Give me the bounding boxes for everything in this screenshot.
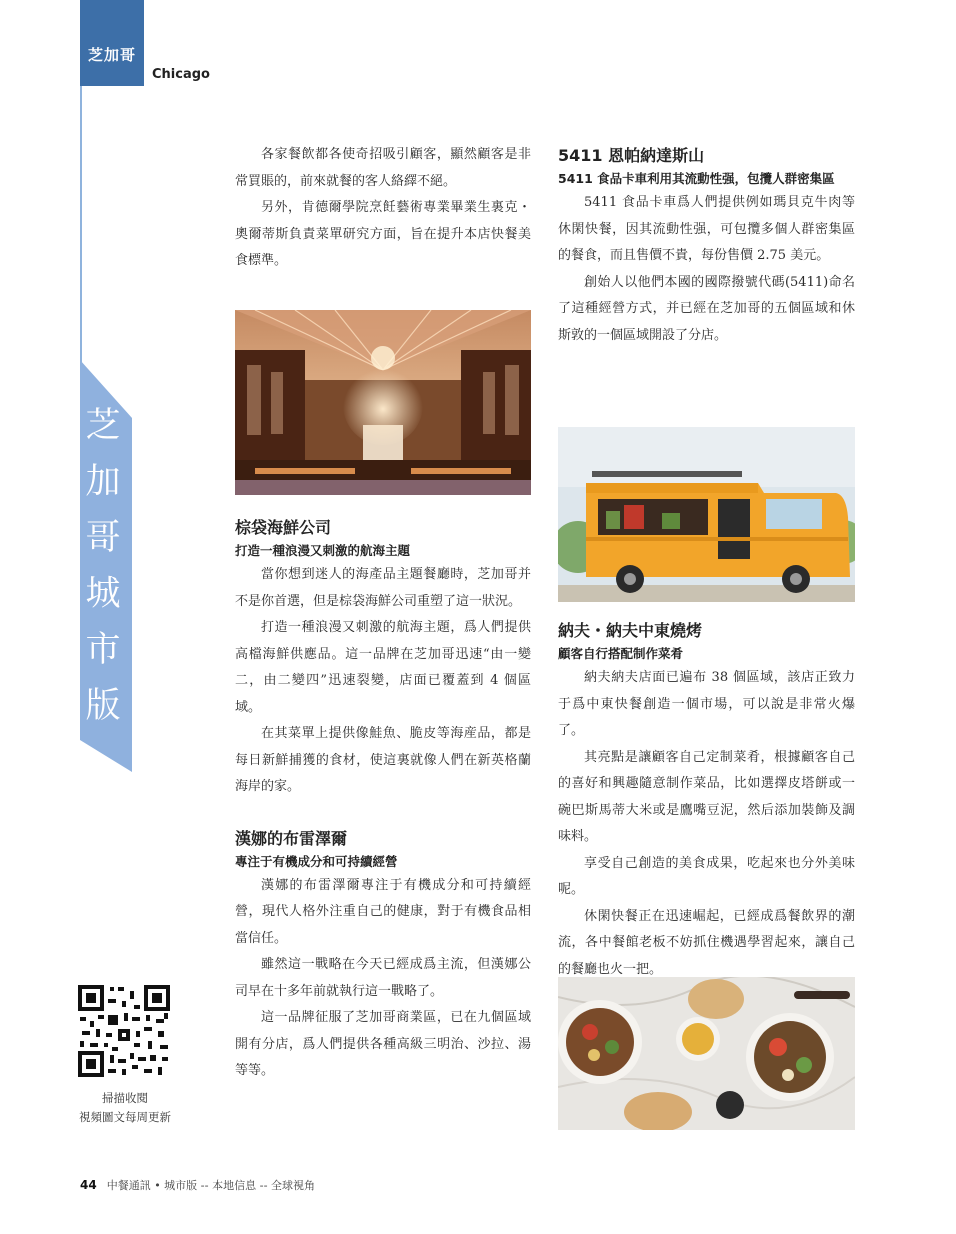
paragraph: 當你想到迷人的海產品主題餐廳時，芝加哥并不是你首選，但是棕袋海鮮公司重塑了這一狀況。 [235,567,531,609]
paragraph: 在其菜單上提供像鮭魚、脆皮等海産品，都是每日新鮮捕獲的食材，使這裏就像人們在新英格蘭海岸的家。 [235,726,531,794]
qr-caption-line: 視頻圖文每周更新 [79,1110,171,1124]
section-title: 納夫・納夫中東燒烤 [558,621,703,640]
paragraph: 各家餐飲都各使奇招吸引顧客，顯然顧客是非常買賬的，前來就餐的客人絡繹不絕。 [235,147,531,189]
paragraph: 這一品牌征服了芝加哥商業區，已在九個區域開有分店，爲人們提供各種高級三明治、沙拉、湯等等。 [235,1010,531,1078]
section-title: 5411 恩帕納達斯山 [558,146,705,165]
section-title: 漢娜的布雷澤爾 [235,828,348,848]
paragraph: 雖然這一戰略在今天已經成爲主流，但漢娜公司早在十多年前就執行這一戰略了。 [235,957,531,999]
paragraph: 5411 食品卡車爲人們提供例如瑪貝克牛肉等休閑快餐，因其流動性强，可包攬多個人群密集區的餐食，而且售價不貴，每份售價 2.75 美元。 [558,195,855,263]
city-name-en: Chicago [152,67,210,82]
page-footer [80,1177,315,1193]
food-bowls-photo [558,977,855,1130]
paragraph: 打造一種浪漫又刺激的航海主題，爲人們提供高檔海鮮供應品。這一品牌在芝加哥迅速“由一變二，由二變四”迅速裂變，店面已覆蓋到 4 個區域。 [235,620,531,715]
library-hall-photo [235,310,531,495]
left-sections [235,516,531,1085]
section-tab [80,0,144,86]
paragraph: 其亮點是讓顧客自己定制菜肴，根據顧客自己的喜好和興趣隨意制作菜品，比如選擇皮塔餅或一碗巴斯馬蒂大米或是鷹嘴豆泥，然后添加裝飾及調味料。 [558,749,855,844]
section-subtitle: 5411 食品卡車利用其流動性强，包攬人群密集區 [558,171,835,186]
section-subtitle: 顧客自行搭配制作菜肴 [558,646,684,661]
left-intro [235,142,531,275]
section-tab-label: 芝加哥 [87,46,136,64]
paragraph: 享受自己創造的美食成果，吃起來也分外美味呢。 [558,855,855,897]
ribbon-title: 芝加哥城市版 [85,406,121,726]
qr-code[interactable] [78,985,170,1077]
right-section-naf-naf [558,619,855,983]
food-truck-photo [558,427,855,602]
paragraph: 創始人以他們本國的國際撥號代碼(5411)命名了這種經營方式，并已經在芝加哥的五個區域和休斯敦的一個區域開設了分店。 [558,274,855,343]
section-subtitle: 專注于有機成分和可持續經營 [235,853,398,869]
qr-caption-line: 掃描收閱 [102,1091,148,1105]
paragraph: 休閑快餐正在迅速崛起，已經成爲餐飲界的潮流，各中餐館老板不妨抓住機遇學習起來，讓自己的餐廳也火一把。 [558,908,855,977]
section-subtitle: 打造一種浪漫又刺激的航海主題 [235,543,411,558]
page-number: 44 [80,1178,97,1192]
paragraph: 另外，肯德爾學院烹飪藝術專業畢業生裏克・奧爾蒂斯負責菜單研究方面，旨在提升本店快餐美食標準。 [235,200,531,268]
paragraph: 納夫納夫店面已遍布 38 個區域，該店正致力于爲中東快餐創造一個市場，可以說是非常火爆了。 [558,670,855,738]
footer-text: 中餐通訊 • 城市版 -- 本地信息 -- 全球視角 [106,1179,316,1192]
qr-caption [60,1089,190,1127]
paragraph: 漢娜的布雷澤爾專注于有機成分和可持續經營，現代人格外注重自己的健康，對于有機食品相當信任。 [235,877,531,946]
right-section-5411 [558,144,855,349]
section-title: 棕袋海鮮公司 [235,518,332,537]
